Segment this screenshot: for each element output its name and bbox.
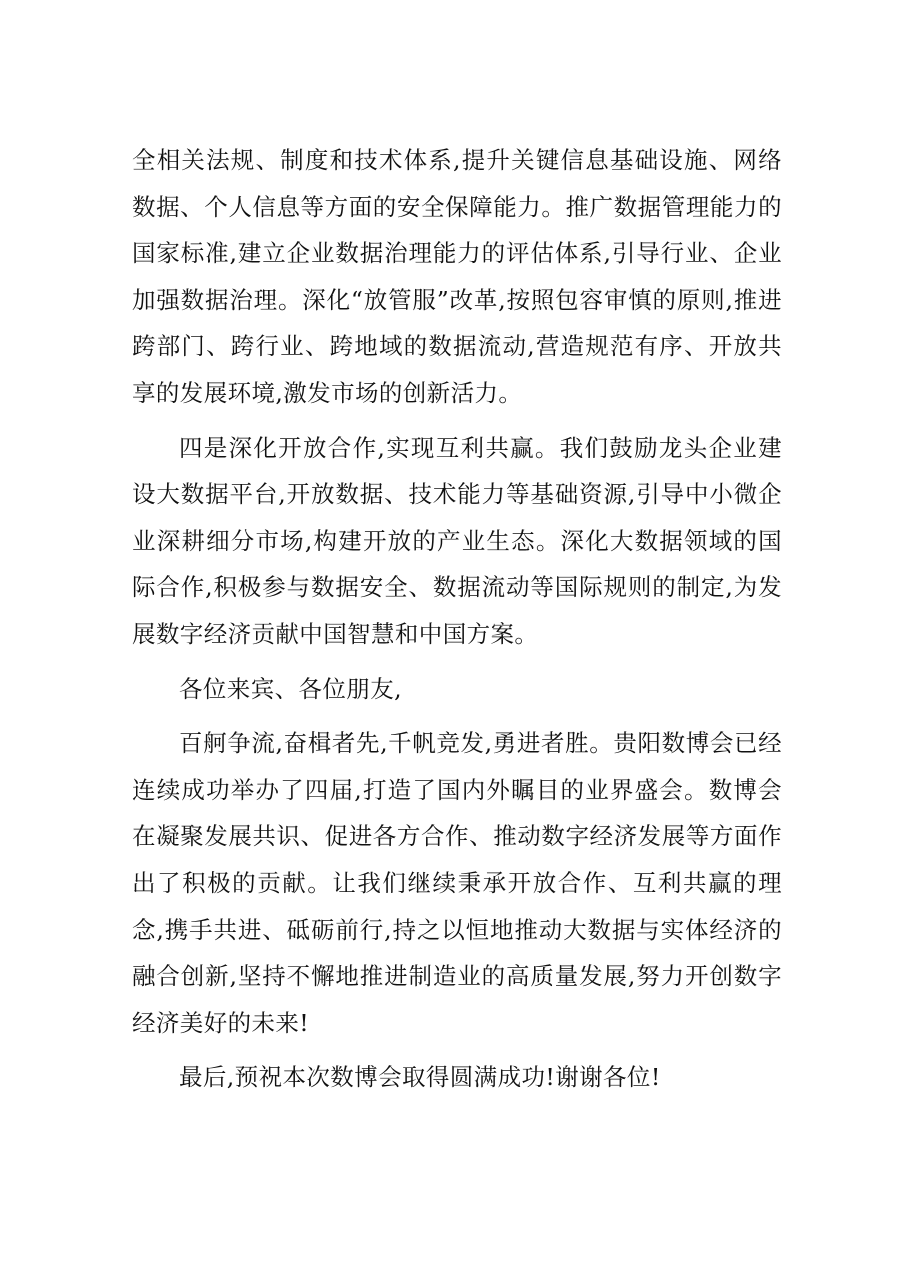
paragraph-continuation: 全相关法规、制度和技术体系,提升关键信息基础设施、网络数据、个人信息等方面的安全保障能力。推广数据管理能力的国家标准,建立企业数据治理能力的评估体系,引导行业、企业加强数据治理。深化“放管服”改革,按照包容审慎的原则,推进跨部门、跨行业、跨地域的数据流动,营造规范有序、开放共享的发展环境,激发市场的创新活力。 — [132, 146, 782, 407]
paragraph-greeting: 各位来宾、各位朋友, — [179, 674, 402, 703]
paragraph-final-wishes: 最后,预祝本次数博会取得圆满成功!谢谢各位! — [179, 1063, 661, 1092]
paragraph-closing-remarks: 百舸争流,奋楫者先,千帆竞发,勇进者胜。贵阳数博会已经连续成功举办了四届,打造了国内外瞩目的业界盛会。数博会在凝聚发展共识、促进各方合作、推动数字经济发展等方面作出了积极的贡献。让我们继续秉承开放合作、互利共赢的理念,携手共进、砥砺前行,持之以恒地推动大数据与实体经济的融合创新,坚持不懈地推进制造业的高质量发展,努力开创数字经济美好的未来! — [132, 729, 782, 1037]
document-body — [132, 137, 782, 1101]
paragraph-open-cooperation: 四是深化开放合作,实现互利共赢。我们鼓励龙头企业建设大数据平台,开放数据、技术能力等基础资源,引导中小微企业深耕细分市场,构建开放的产业生态。深化大数据领域的国际合作,积极参与数据安全、数据流动等国际规则的制定,为发展数字经济贡献中国智慧和中国方案。 — [132, 433, 782, 648]
